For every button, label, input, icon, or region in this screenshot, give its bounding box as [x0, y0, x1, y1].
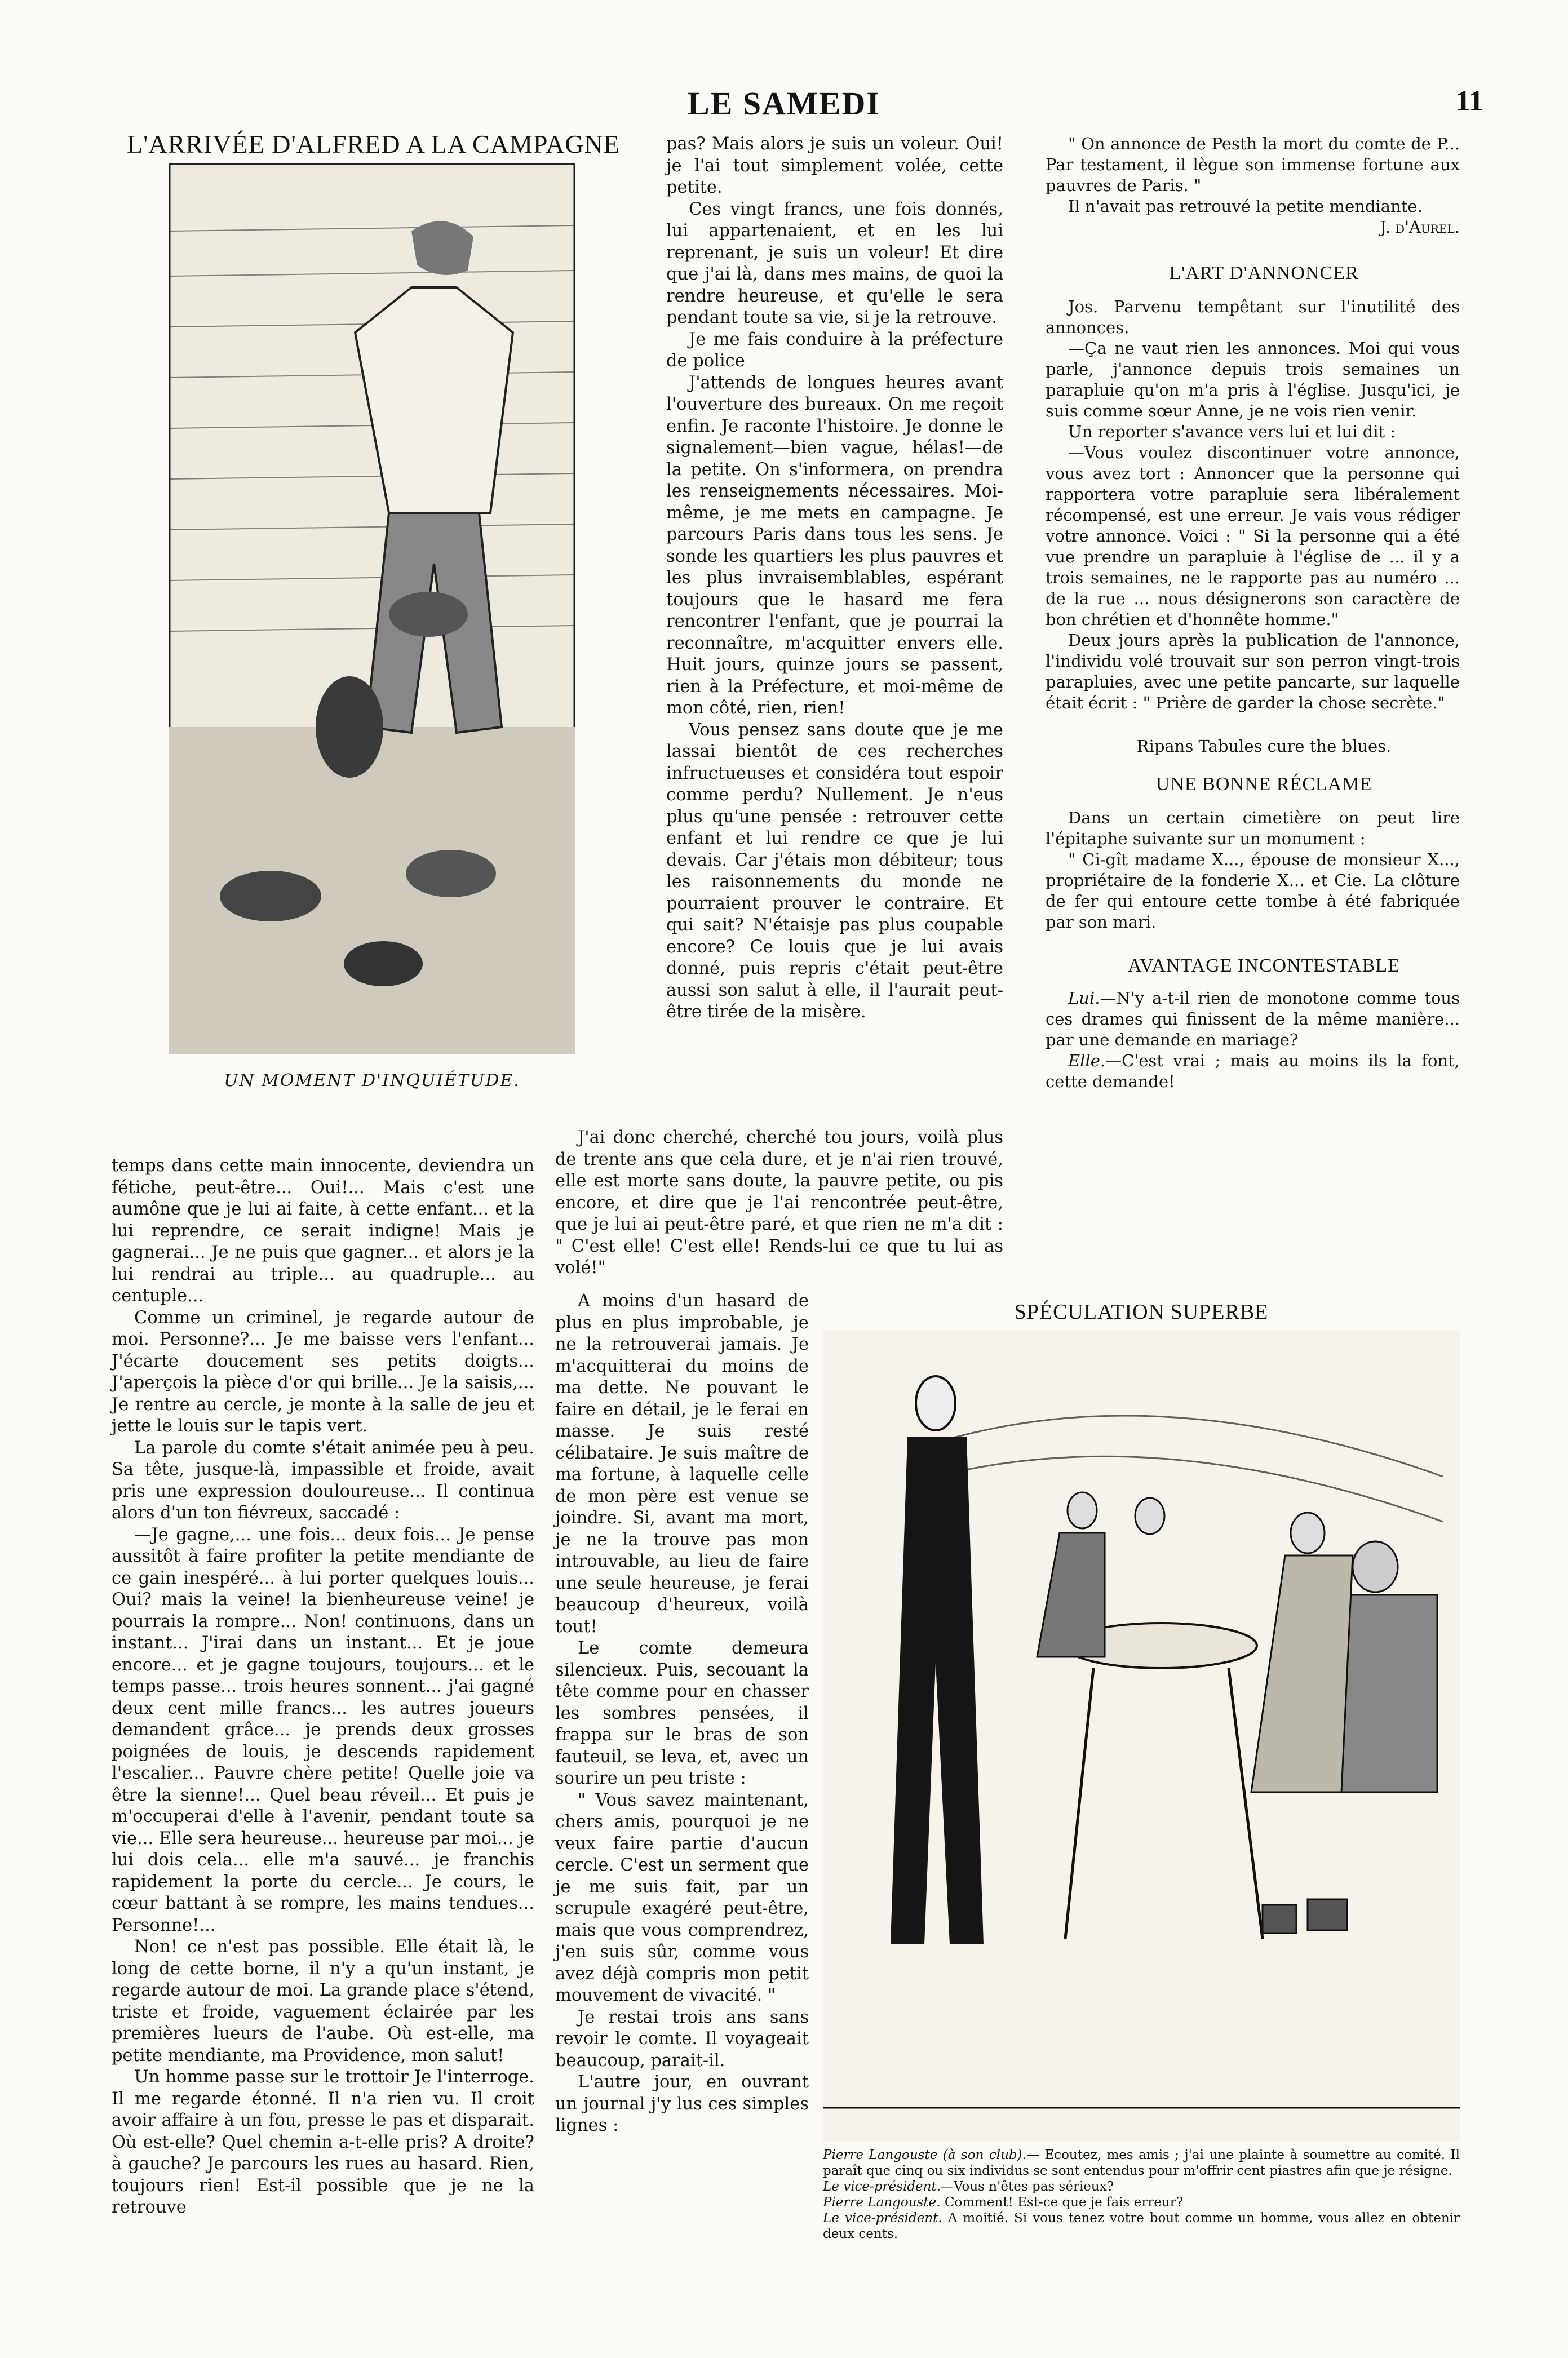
paragraph: " On annonce de Pesth la mort du comte de P... Par testament, il lègue son immense fortune aux pauvres de Paris. " — [1046, 134, 1460, 195]
article-title-avantage: AVANTAGE INCONTESTABLE — [1128, 955, 1400, 976]
speaker: Le vice-président. — [823, 2211, 942, 2226]
paragraph: Deux jours après la publication de l'annonce, l'individu volé trouvait sur son perron vingt-trois parapluies, avec une petite pancarte, sur laquelle était écrit : " Prière de garder la chose secrète." — [1046, 631, 1460, 712]
speaker: Elle. — [1068, 1051, 1106, 1070]
article1-col2-wide — [555, 1127, 1003, 1279]
caption-text: Comment! Est-ce que je fais erreur? — [940, 2195, 1184, 2210]
paragraph: Ces vingt francs, une fois donnés, lui appartenaient, et en les lui reprenant, je suis un voleur! Et dire que j'ai là, dans mes mains, de quoi la rendre heureuse, et qu'elle le sera pendant toute sa vie, si je la retrouve. — [666, 199, 1003, 327]
page-number: 11 — [1455, 85, 1483, 117]
paragraph: " Vous savez maintenant, chers amis, pourquoi je ne veux faire partie d'aucun cercle. C'est un serment que je me suis fait, par un scrupule exagéré peut-être, mais que vous comprendrez, j'en suis sûr, comme vous avez déjà compris mon petit mouvement de vivacité. " — [555, 1790, 809, 2005]
paragraph: Comme un criminel, je regarde autour de moi. Personne?... Je me baisse vers l'enfant... J'écarte doucement ses petits doigts... J'aperçois la pièce d'or qui brille... Je la saisis,... Je rentre au cercle, je monte à la salle de jeu et jette le louis sur le tapis vert. — [112, 1307, 534, 1436]
dialogue-line — [1046, 1051, 1460, 1092]
paragraph: pas? Mais alors je suis un voleur. Oui! je l'ai tout simplement volée, cette petite. — [666, 134, 1003, 197]
paragraph: temps dans cette main innocente, deviendra un fétiche, peut-être... Oui!... Mais c'est une aumône que je lui ai faite, à cette enfant... et la lui reprendre, ce serait indigne! Mais je gagnerai... Je ne puis que gagner... et alors je la lui rendrai au triple... au quadruple... au centuple... — [112, 1156, 534, 1306]
engraving-caption: UN MOMENT D'INQUIÉTUDE. — [224, 1071, 520, 1091]
paragraph: Vous pensez sans doute que je me lassai bientôt de ces recherches infructueuses et considéra tout espoir comme perdu? Nullement. Je n'eus plus qu'une pensée : retrouver cette enfant et lui rendre ce que je lui devais. Car j'étais mon débiteur; tous les raisonnements du monde ne pourraient prouver le contraire. Et qui sait? N'étaisje pas plus coupable encore? Ce louis que je lui avais donné, puis repris c'était peut-être aussi son salut à elle, il l'aurait peut-être tirée de la misère. — [666, 720, 1003, 1022]
paragraph: Le comte demeura silencieux. Puis, secouant la tête comme pour en chasser les sombres pensées, il frappa sur le bras de son fauteuil, se leva, et, avec un sourire un peu triste : — [555, 1638, 809, 1788]
paragraph: Je restai trois ans sans revoir le comte. Il voyageait beaucoup, parait-il. — [555, 2007, 809, 2071]
caption-text: A moitié. Si vous tenez votre bout comme un homme, vous allez en obtenir deux cents. — [823, 2211, 1460, 2241]
article-title-art-annoncer: L'ART D'ANNONCER — [1169, 263, 1359, 283]
paragraph: La parole du comte s'était animée peu à peu. Sa tête, jusque-là, impassible et froide, avait pris une expression douloureuse... Il continua alors d'un ton fiévreux, saccadé : — [112, 1438, 534, 1523]
paragraph: Jos. Parvenu tempêtant sur l'inutilité des annonces. — [1046, 297, 1460, 337]
journal-title: LE SAMEDI — [688, 85, 880, 122]
page-header — [0, 85, 1568, 130]
speaker: Pierre Langouste. — [823, 2195, 941, 2210]
article-title-speculation: SPÉCULATION SUPERBE — [1014, 1300, 1269, 1324]
club-illustration — [823, 1330, 1460, 2142]
paragraph: Un homme passe sur le trottoir Je l'interroge. Il me regarde étonné. Il n'a rien vu. Il croit avoir affaire à un fou, presse le pas et disparait. Où est-elle? Quel chemin a-t-elle pris? A droite? à gauche? Je parcours les rues au hasard. Rien, toujours rien! Est-il possible que je ne la retrouve — [112, 2067, 534, 2217]
engraving-illustration — [169, 163, 575, 1054]
paragraph: L'autre jour, en ouvrant un journal j'y lus ces simples lignes : — [555, 2072, 809, 2135]
filler-line: Ripans Tabules cure the blues. — [1136, 737, 1392, 756]
caption-line — [823, 2147, 1460, 2179]
article1-col3 — [1046, 134, 1460, 1092]
caption-line — [823, 2195, 1460, 2210]
paragraph: —Je gagne,... une fois... deux fois... Je pense aussitôt à faire profiter la petite mendiante de ce gain inespéré... à lui porter quelques louis... Oui? mais la veine! la bienheureuse veine! je pourrais la rompre... Non! continuons, dans un instant... J'irai dans un instant... Et je joue encore... et je gagne toujours, toujours... et le temps passe... trois heures sonnent... j'ai gagné deux cent mille francs... les autres joueurs demandent grâce... je prends deux grosses poignées de louis, je descends rapidement l'escalier... Pauvre chère petite! Quelle joie va être la sienne!... Quel beau réveil... Et puis je m'occuperai d'elle à l'avenir, pendant toute sa vie... Elle sera heureuse... heureuse par moi... je lui dois cela... elle m'a sauvé... je franchis rapidement la porte du cercle... Je cours, le cœur battant à se rompre, les mains tendues... Personne!... — [112, 1524, 534, 1935]
caption-text: —Vous n'êtes pas sérieux? — [941, 2179, 1114, 2194]
speaker: Pierre Langouste (à son club). — [823, 2148, 1026, 2162]
article1-col2-top — [666, 134, 1003, 1023]
speaker: Lui. — [1068, 989, 1100, 1008]
dialogue-text: —N'y a-t-il rien de monotone comme tous ces drames qui finissent de la même manière... par une demande en mariage? — [1046, 989, 1460, 1049]
dialogue-text: —C'est vrai ; mais au moins ils la font, cette demande! — [1046, 1051, 1460, 1091]
paragraph: Non! ce n'est pas possible. Elle était là, le long de cette borne, il n'y a qu'un instant, je regarde autour de moi. La grande place s'étend, triste et froide, vaguement éclairée par les premières lueurs de l'aube. Où est-elle, ma petite mendiante, ma Providence, mon salut! — [112, 1937, 534, 2066]
paragraph: " Ci-gît madame X..., épouse de monsieur X..., propriétaire de la fonderie X... et Cie. La clôture de fer qui entoure cette tombe à été fabriquée par son mari. — [1046, 850, 1460, 932]
caption-line — [823, 2179, 1460, 2195]
paragraph: J'ai donc cherché, cherché tou jours, voilà plus de trente ans que cela dure, et je n'ai rien trouvé, elle est morte sans doute, la pauvre petite, ou pis encore, et dire que je l'ai rencontrée peut-être, que je lui ai peut-être paré, et que rien ne m'a dit : " C'est elle! C'est elle! Rends-lui ce que tu lui as volé!" — [555, 1128, 1003, 1278]
caption-text: — Ecoutez, mes amis ; j'ai une plainte à soumettre au comité. Il paraît que cinq ou six individus se sont entendus pour m'offrir cent piastres afin que je résigne. — [823, 2148, 1460, 2178]
caption-line — [823, 2210, 1460, 2242]
dialogue-line — [1046, 988, 1460, 1051]
paragraph: Il n'avait pas retrouvé la petite mendiante. — [1068, 197, 1423, 216]
paragraph: —Ça ne vaut rien les annonces. Moi qui vous parle, j'annonce depuis trois semaines un parapluie qu'on m'a pris à l'église. Jusqu'ici, je suis comme sœur Anne, je ne vois rien venir. — [1046, 339, 1460, 420]
paragraph: A moins d'un hasard de plus en plus improbable, je ne la retrouverai jamais. Je m'acquitterai du moins de ma dette. Ne pouvant le faire en détail, je le ferai en masse. Je suis resté célibataire. Je suis maître de ma fortune, à laquelle celle de mon père est venue se joindre. Si, avant ma mort, je ne la trouve pas mon introuvable, au lieu de faire une seule heureuse, je ferai beaucoup d'heureux, voilà tout! — [555, 1291, 809, 1637]
article1-col1 — [112, 1155, 534, 2219]
article1-col2-bottom — [555, 1291, 809, 2137]
article-title-bonne-reclame: UNE BONNE RÉCLAME — [1155, 774, 1372, 795]
speaker: Le vice-président. — [823, 2179, 941, 2194]
paragraph: J'attends de longues heures avant l'ouverture des bureaux. On me reçoit enfin. Je raconte l'histoire. Je donne le signalement—bien vague, hélas!—de la petite. On s'informera, on prendra les renseignements nécessaires. Moi-même, je me mets en campagne. Je parcours Paris dans tous les sens. Je sonde les quartiers les plus pauvres et les plus invraisemblables, espérant toujours que le hasard me fera rencontrer l'enfant, que je pourrai la reconnaître, m'acquitter envers elle. Huit jours, quinze jours se passent, rien à la Préfecture, et moi-même de mon côté, rien, rien! — [666, 373, 1003, 718]
paragraph: Un reporter s'avance vers lui et lui dit : — [1068, 422, 1396, 441]
paragraph: Dans un certain cimetière on peut lire l'épitaphe suivante sur un monument : — [1046, 808, 1460, 848]
club-illustration-svg — [823, 1330, 1460, 2142]
article-title-arrivee: L'ARRIVÉE D'ALFRED A LA CAMPAGNE — [127, 130, 620, 158]
signature: J. d'Aurel. — [1380, 218, 1460, 237]
paragraph: —Vous voulez discontinuer votre annonce, vous avez tort : Annoncer que la personne qui rapportera votre parapluie sera libéralement récompensé, est une erreur. Je vais vous rédiger votre annonce. Voici : " Si la personne qui a été vue prendre un parapluie à l'église de ... il y a trois semaines, ne le rapporte pas au numéro ... de la rue ... nous désignerons son caractère de bon chrétien et d'honnête homme." — [1046, 443, 1460, 629]
speculation-caption — [823, 2147, 1460, 2242]
engraving-svg — [169, 163, 575, 1054]
paragraph: Je me fais conduire à la préfecture de police — [666, 329, 1003, 371]
